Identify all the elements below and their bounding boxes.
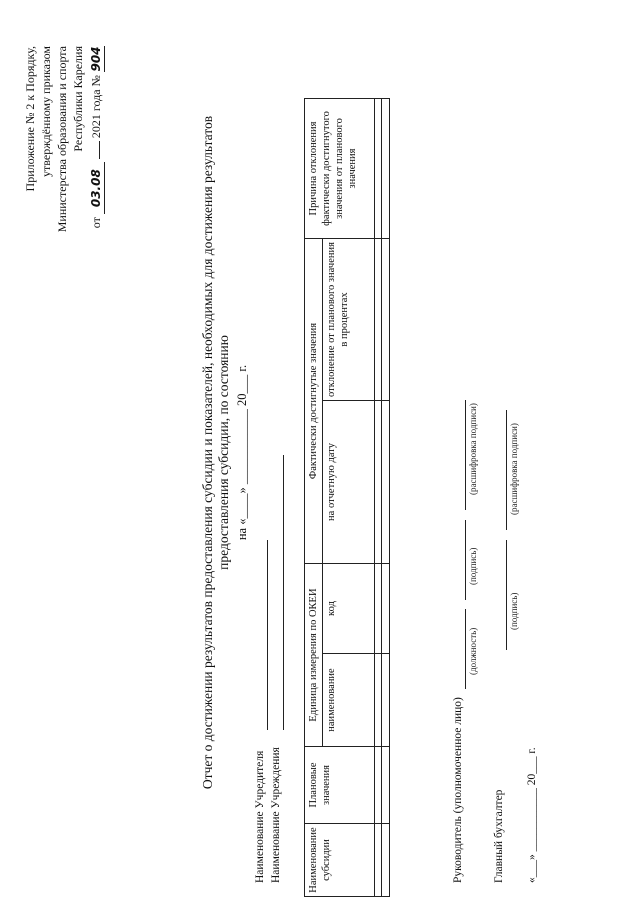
results-table xyxy=(304,98,390,897)
signature-date-line: «___» ___________ 20___ г. xyxy=(526,747,538,883)
head-position-line xyxy=(465,609,466,689)
appendix-line-1: Приложение № 2 к Порядку, xyxy=(23,46,37,192)
appendix-year-label: 2021 года № xyxy=(89,75,103,139)
table-row xyxy=(375,99,382,897)
accountant-signature-caption: (подпись) xyxy=(509,592,519,630)
accountant-decoding-line xyxy=(506,410,507,530)
header-unit-name: наименование xyxy=(323,654,375,747)
head-decoding-line xyxy=(465,400,466,510)
institution-underline xyxy=(283,455,284,730)
appendix-line-5 xyxy=(88,46,105,228)
report-title-line-1: Отчет о достижении результатов предоставления субсидии и показателей, необходимых для достижения результатов xyxy=(200,115,215,790)
header-actual-date: на отчетную дату xyxy=(323,401,375,564)
appendix-line-4: Республики Карелия xyxy=(71,46,85,152)
appendix-from-label: от xyxy=(89,217,103,229)
table-row xyxy=(382,99,390,897)
header-planned-values: Плановые значения xyxy=(305,747,375,824)
header-subsidy-name: Наименование субсидии xyxy=(305,824,375,897)
head-signature-caption: (подпись) xyxy=(468,547,478,585)
head-signature-line xyxy=(465,520,466,600)
report-title-line-2: предоставления субсидии, по состоянию xyxy=(216,335,231,570)
report-date-line: на «____» ____________ 20___ г. xyxy=(235,364,249,541)
header-unit-group: Единица измерения по ОКЕИ xyxy=(305,564,323,747)
header-actual-group: Фактически достигнутые значения xyxy=(305,239,323,564)
header-deviation-percent: отклонение от планового значения в процентах xyxy=(323,239,375,401)
founder-label: Наименование Учредителя xyxy=(254,750,266,883)
appendix-handwritten-number: 904 xyxy=(89,46,103,72)
head-label: Руководитель (уполномоченное лицо) xyxy=(452,697,464,883)
header-unit-code: код xyxy=(323,564,375,654)
founder-underline xyxy=(267,540,268,730)
institution-label: Наименование Учреждения xyxy=(270,747,282,883)
header-deviation-reason: Причина отклонения фактически достигнутого значения от планового значения xyxy=(305,99,375,239)
head-decoding-caption: (расшифровка подписи) xyxy=(468,403,478,495)
appendix-line-2: утверждённому приказом xyxy=(39,46,53,177)
appendix-handwritten-date: 03.08 xyxy=(88,162,105,214)
accountant-signature-line xyxy=(506,540,507,650)
appendix-line-3: Министерства образования и спорта xyxy=(55,46,69,233)
accountant-label: Главный бухгалтер xyxy=(493,789,505,883)
head-position-caption: (должность) xyxy=(468,627,478,675)
accountant-decoding-caption: (расшифровка подписи) xyxy=(509,423,519,515)
